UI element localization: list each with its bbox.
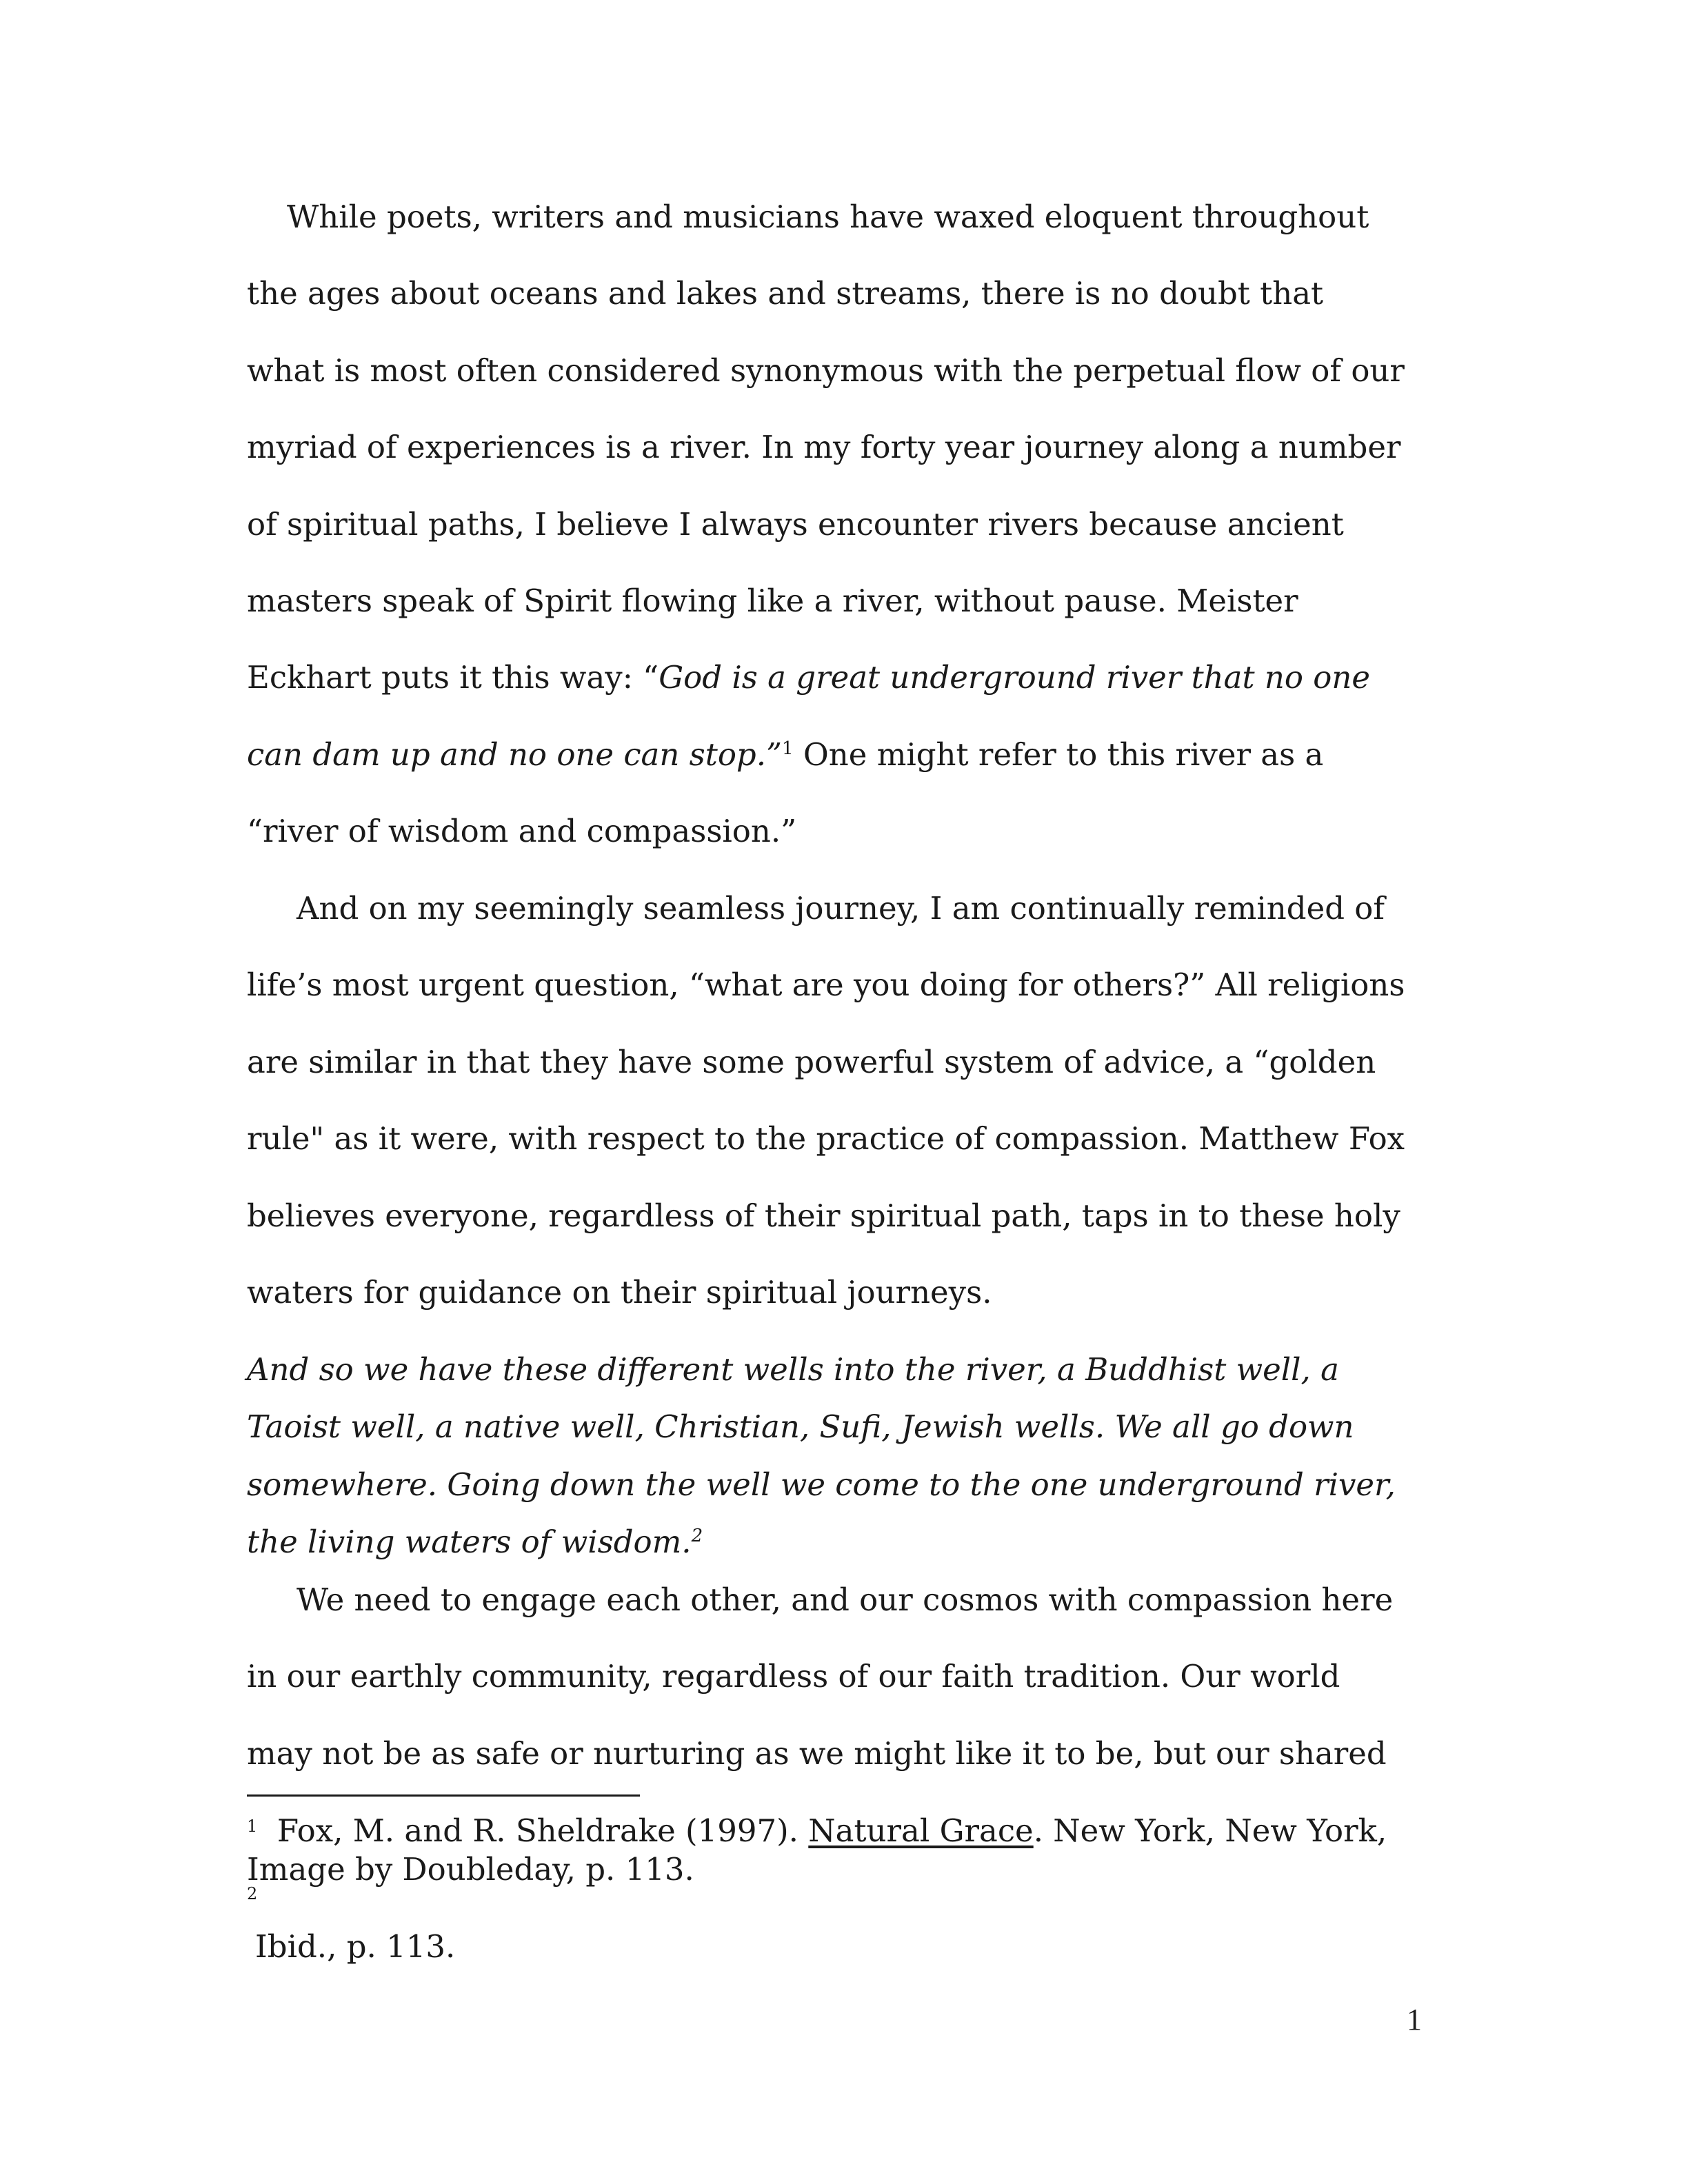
paragraph-2-line-5: believes everyone, regardless of their spiritual path, taps in to these holy [247, 1197, 1400, 1234]
footnote-2: Ibid., p. 113. [255, 1928, 456, 1965]
paragraph-3-line-1: We need to engage each other, and our cosmos with compassion here [297, 1581, 1394, 1618]
eckhart-quote-end: can dam up and no one can stop.” [247, 736, 783, 773]
blockquote-line-3: somewhere. Going down the well we come to the one underground river, [247, 1466, 1396, 1503]
eckhart-quote-start: God is a great underground river that no one [659, 659, 1370, 696]
line-8-trailing-text: One might refer to this river as a [793, 736, 1324, 773]
page-number: 1 [1407, 2003, 1422, 2036]
paragraph-2-line-3: are similar in that they have some powerful system of advice, a “golden [247, 1044, 1376, 1080]
paragraph-1-line-7 [247, 657, 1370, 698]
paragraph-3-line-2: in our earthly community, regardless of our faith tradition. Our world [247, 1658, 1340, 1695]
footnote-1-line-2: Image by Doubleday, p. 113. [247, 1851, 694, 1888]
footnote-2-mark: 2 [247, 1884, 258, 1903]
paragraph-2-line-1: And on my seemingly seamless journey, I am continually reminded of [297, 890, 1385, 927]
paragraph-1-line-4: myriad of experiences is a river. In my forty year journey along a number [247, 429, 1401, 465]
paragraph-1-line-8 [247, 734, 1323, 776]
paragraph-2-line-2: life’s most urgent question, “what are you doing for others?” All religions [247, 967, 1405, 1003]
paragraph-1-line-1: While poets, writers and musicians have waxed eloquent throughout [287, 199, 1369, 235]
paragraph-2-line-6: waters for guidance on their spiritual journeys. [247, 1274, 992, 1311]
paragraph-2-line-4: rule" as it were, with respect to the practice of compassion. Matthew Fox [247, 1120, 1405, 1157]
footnote-1-tail: . New York, New York, [1033, 1812, 1387, 1849]
paragraph-1-line-5: of spiritual paths, I believe I always encounter rivers because ancient [247, 506, 1344, 543]
paragraph-3-line-3: may not be as safe or nurturing as we might like it to be, but our shared [247, 1735, 1387, 1772]
line-7-lead-text: Eckhart puts it this way: “ [247, 659, 659, 696]
paragraph-1-line-2: the ages about oceans and lakes and streams, there is no doubt that [247, 275, 1324, 312]
footnote-ref-2[interactable]: 2 [691, 1526, 703, 1546]
blockquote-line-2: Taoist well, a native well, Christian, Sufi, Jewish wells. We all go down [247, 1408, 1354, 1445]
paragraph-1-line-9: “river of wisdom and compassion.” [247, 813, 797, 849]
footnote-separator [247, 1794, 640, 1797]
footnote-ref-1[interactable]: 1 [782, 738, 794, 759]
blockquote-line-1: And so we have these different wells into the river, a Buddhist well, a [247, 1351, 1339, 1388]
paragraph-1-line-3: what is most often considered synonymous with the perpetual flow of our [247, 352, 1405, 389]
blockquote-line-4 [247, 1521, 703, 1563]
footnote-1-book-title: Natural Grace [808, 1812, 1034, 1849]
footnote-1 [247, 1812, 1387, 1850]
footnote-1-lead: Fox, M. and R. Sheldrake (1997). [277, 1812, 809, 1849]
paragraph-1-line-6: masters speak of Spirit flowing like a river, without pause. Meister [247, 583, 1298, 619]
footnote-1-mark: 1 [247, 1817, 258, 1836]
blockquote-last-text: the living waters of wisdom. [247, 1524, 692, 1560]
